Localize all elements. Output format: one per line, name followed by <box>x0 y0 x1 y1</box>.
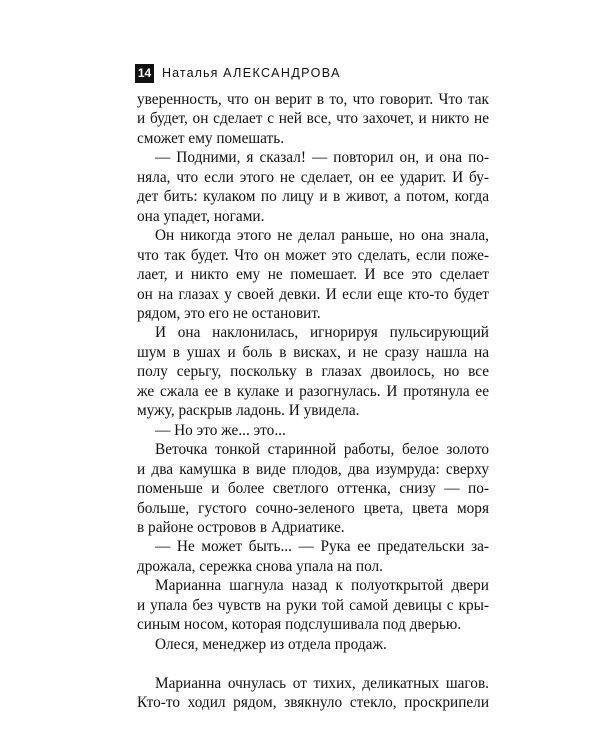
text-line: И она наклонилась, игнорируя пульсирующий <box>155 324 489 342</box>
text-line: Олеся, менеджер из отдела продаж. <box>155 635 387 653</box>
text-line: и два камушка в виде плодов, два изумруда: сверху <box>137 460 489 478</box>
text-line: лает, и никто ему не помешает. И все это сделает <box>137 266 489 284</box>
text-line: — Подними, я сказал! — повторил он, и она по- <box>155 149 489 167</box>
text-line: он на глазах у своей девки. И если еще кто-то будет <box>137 285 489 303</box>
text-line: няла, что если этого не сделает, он ее ударит. И бу- <box>137 168 489 186</box>
text-line: в районе островов в Адриатике. <box>137 518 345 536</box>
text-line: Марианна очнулась от тихих, деликатных шагов. <box>155 674 489 692</box>
text-line: дрожала, сережка снова упала на пол. <box>137 557 384 575</box>
text-line: она упадет, ногами. <box>137 207 265 225</box>
text-line: больше, густого сочно-зеленого цвета, цвета моря <box>137 499 489 517</box>
text-line: шум в ушах и боль в висках, и не сразу нашла на <box>137 343 489 361</box>
author-first-name: Наталья <box>162 66 219 80</box>
text-line: мужу, раскрыв ладонь. И увидела. <box>137 402 360 420</box>
running-head-author <box>162 66 341 80</box>
text-line: и будет, он сделает с ней все, что захочет, и никто не <box>137 110 489 128</box>
page-number: 14 <box>135 64 154 83</box>
text-line: Кто-то ходил рядом, звякнуло стекло, проскрипели <box>137 694 489 712</box>
text-line: синым носом, которая подслушивала под дверью. <box>137 616 462 634</box>
author-last-name: АЛЕКСАНДРОВА <box>223 66 341 80</box>
text-line: рядом, это его не остановит. <box>137 304 321 322</box>
text-line: Марианна шагнула назад к полуоткрытой двери <box>155 577 489 595</box>
text-line: что так будет. Что он может это сделать, если поже- <box>137 246 489 264</box>
text-line: же сжала ее в кулаке и разогнулась. И протянула ее <box>137 382 489 400</box>
text-line: сможет ему помешать. <box>137 129 285 147</box>
text-line: — Но это же... это... <box>155 421 286 439</box>
text-line: — Не может быть... — Рука ее предательски за- <box>155 538 489 556</box>
text-line: Веточка тонкой старинной работы, белое золото <box>155 441 489 459</box>
running-header <box>135 63 341 83</box>
body-text <box>137 90 489 712</box>
text-line: и упала без чувств на руки той самой девицы с кры- <box>137 596 489 614</box>
text-line: полу серьгу, поскольку в глазах двоилось, но все <box>137 363 489 381</box>
section-break <box>137 654 489 673</box>
text-line: уверенность, что он верит в то, что говорит. Что так <box>137 91 489 108</box>
text-line: поменьше и более светлого оттенка, снизу — по- <box>137 480 489 498</box>
text-line: Он никогда этого не делал раньше, но она знала, <box>155 227 489 245</box>
text-line: дет бить: кулаком по лицу и в живот, а потом, когда <box>137 188 489 206</box>
